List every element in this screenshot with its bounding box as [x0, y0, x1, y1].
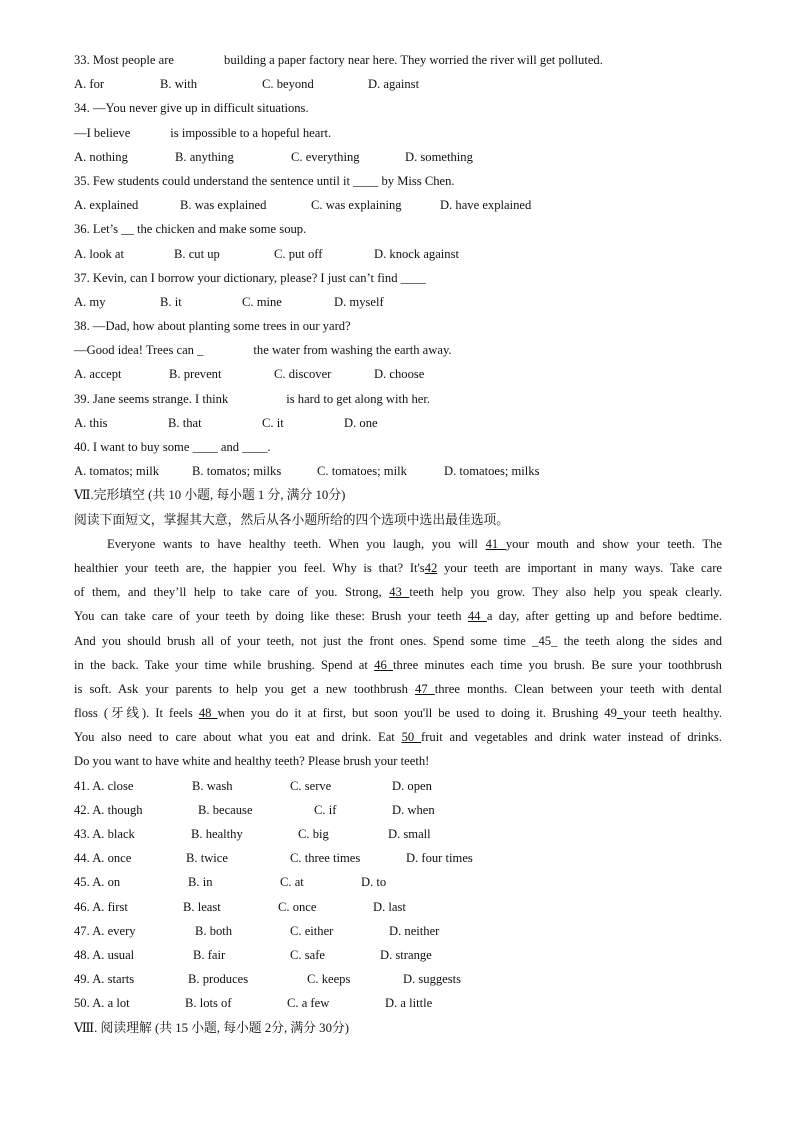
question-stem — [74, 121, 722, 145]
option: D. against — [368, 77, 420, 92]
option: 48. A. usual — [74, 947, 135, 962]
numbered-blank: 43 — [389, 585, 410, 600]
option: C. everything — [291, 149, 360, 164]
stem-text: 33. Most people are — [74, 53, 175, 67]
option: C. at — [280, 875, 304, 890]
option: A. nothing — [74, 149, 128, 164]
option: C. safe — [290, 947, 325, 962]
option: A. explained — [74, 198, 139, 213]
option: B. tomatos; milks — [192, 464, 282, 479]
option: C. serve — [290, 778, 332, 793]
option: D. four times — [406, 851, 473, 866]
option: C. put off — [274, 246, 323, 261]
option: D. knock against — [374, 246, 459, 261]
option: A. this — [74, 415, 108, 430]
passage-line — [74, 677, 722, 701]
option: 45. A. on — [74, 875, 121, 890]
passage-line — [74, 604, 722, 628]
passage-text: You can take care of your teeth by doing like these: Brush your teeth — [74, 609, 468, 624]
option: D. a little — [385, 996, 433, 1011]
option: B. cut up — [174, 246, 220, 261]
option: B. healthy — [191, 827, 243, 841]
option: C. three times — [290, 851, 361, 866]
question-stem: 40. I want to buy some ____ and ____. — [74, 440, 271, 454]
option: A. tomatos; milk — [74, 464, 160, 479]
option: D. myself — [334, 294, 384, 309]
option-row — [74, 895, 722, 919]
question-stem: 37. Kevin, can I borrow your dictionary, please? I just can’t find ____ — [74, 270, 426, 285]
option: D. neither — [389, 923, 440, 938]
option: D. tomatoes; milks — [444, 464, 540, 479]
option: C. big — [298, 827, 329, 841]
option: D. have explained — [440, 198, 532, 213]
option: B. lots of — [185, 996, 232, 1011]
option: C. tomatoes; milk — [317, 464, 407, 479]
option: B. both — [195, 923, 233, 938]
option: B. fair — [193, 947, 226, 962]
passage-text: is soft. Ask your parents to help you get a new toothbrush — [74, 681, 416, 696]
numbered-blank: 41 — [485, 536, 506, 551]
option: C. once — [278, 899, 317, 914]
option: B. wash — [192, 778, 233, 793]
passage-text: floss (牙线). It feels — [74, 706, 199, 721]
option: B. prevent — [169, 367, 222, 382]
question-stem: 35. Few students could understand the sentence until it ____ by Miss Chen. — [74, 173, 455, 188]
numbered-blank: 44 — [467, 609, 487, 624]
option: B. because — [198, 802, 253, 817]
question-stem: 36. Let’s __ the chicken and make some soup. — [74, 222, 307, 237]
option-row — [74, 846, 722, 870]
option: D. small — [388, 827, 431, 841]
numbered-blank: 50 — [401, 730, 422, 745]
option-row — [74, 242, 722, 266]
option-row — [74, 822, 722, 846]
option: C. discover — [274, 367, 332, 382]
option-row — [74, 943, 722, 967]
numbered-blank: 42 — [424, 560, 438, 575]
passage-text: three months. Clean between your teeth with dental — [434, 681, 723, 696]
option: B. was explained — [180, 198, 267, 213]
passage-text: three minutes each time you brush. Be sure your toothbrush — [393, 657, 722, 672]
option: 41. A. close — [74, 778, 134, 793]
passage-text: of them, and they’ll help to take care of you. Strong, — [74, 585, 390, 600]
option: A. accept — [74, 367, 122, 382]
option: C. beyond — [262, 77, 314, 92]
option-row — [74, 72, 722, 96]
option-row — [74, 967, 722, 991]
question-stem — [74, 387, 722, 411]
numbered-blank: 46 — [374, 657, 394, 672]
option-row — [74, 919, 722, 943]
option: C. mine — [242, 294, 282, 309]
passage-line — [74, 701, 722, 725]
option: 50. A. a lot — [74, 996, 130, 1011]
option: C. it — [262, 415, 284, 430]
numbered-blank: 47 — [415, 681, 435, 696]
option: B. least — [183, 899, 221, 914]
option: 42. A. though — [74, 802, 143, 817]
stem-text: is hard to get along with her. — [286, 391, 431, 406]
option-row — [74, 145, 722, 169]
option: B. it — [160, 294, 182, 309]
option: D. when — [392, 802, 435, 817]
passage-text: your teeth are important in many ways. Take care — [437, 560, 722, 575]
option: 47. A. every — [74, 923, 136, 938]
question-stem: 34. —You never give up in difficult situations. — [74, 101, 309, 116]
option: A. my — [74, 294, 106, 309]
option: D. one — [344, 415, 378, 430]
option: C. was explaining — [311, 198, 402, 213]
section-title: Ⅶ.完形填空 (共 10 小题, 每小题 1 分, 满分 10分) — [74, 488, 346, 503]
option-row — [74, 362, 722, 386]
option: B. that — [168, 415, 202, 430]
option: A. for — [74, 77, 105, 92]
worksheet-page — [74, 48, 722, 1040]
question-stem: 38. —Dad, how about planting some trees in our yard? — [74, 319, 351, 334]
option: B. produces — [188, 972, 249, 987]
passage-line — [74, 556, 722, 580]
option: D. open — [392, 778, 432, 793]
passage-text: fruit and vegetables and drink water instead of drinks. — [421, 730, 722, 745]
option: A. look at — [74, 246, 125, 261]
passage-line — [74, 653, 722, 677]
option: D. something — [405, 149, 473, 164]
stem-text: —I believe — [74, 125, 131, 140]
section-title: Ⅷ. 阅读理解 (共 15 小题, 每小题 2分, 满分 30分) — [74, 1020, 350, 1035]
passage-text: your teeth healthy. — [622, 706, 722, 721]
passage-text: healthier your teeth are, the happier you feel. Why is that? It's — [74, 560, 425, 575]
passage-text: in the back. Take your time while brushing. Spend at — [74, 657, 375, 672]
stem-text: building a paper factory near here. They worried the river will get polluted. — [224, 53, 603, 67]
passage-line — [74, 580, 722, 604]
passage-text: your mouth and show your teeth. The — [505, 536, 722, 551]
option: D. to — [361, 875, 387, 890]
option-row — [74, 193, 722, 217]
option-row — [74, 459, 722, 483]
question-stem — [74, 338, 722, 362]
question-stem — [74, 48, 722, 72]
option-row — [74, 290, 722, 314]
passage-text: Everyone wants to have healthy teeth. When you laugh, you will — [107, 536, 486, 551]
option: B. in — [188, 875, 213, 890]
option: B. twice — [186, 851, 228, 866]
stem-text: the water from washing the earth away. — [253, 343, 452, 358]
option: C. a few — [287, 996, 330, 1011]
numbered-blank: 48 — [198, 706, 218, 721]
passage-text: And you should brush all of your teeth, not just the front ones. Spend some time _45_ the teeth along the sides and — [74, 633, 722, 648]
passage-text: teeth help you grow. They also help you speak clearly. — [409, 585, 722, 600]
option: 43. A. black — [74, 827, 135, 841]
stem-text: 39. Jane seems strange. I think — [74, 391, 229, 406]
option: D. strange — [380, 947, 432, 962]
option-row — [74, 798, 722, 822]
stem-text: —Good idea! Trees can _ — [74, 343, 204, 358]
passage-line — [74, 629, 722, 653]
option: C. either — [290, 923, 334, 938]
section-instruction: 阅读下面短文，掌握其大意，然后从各小题所给的四个选项中选出最佳选项。 — [74, 512, 510, 527]
option-row — [74, 991, 722, 1015]
stem-text: is impossible to a hopeful heart. — [170, 125, 332, 140]
passage-text: You also need to care about what you eat and drink. Eat — [74, 730, 402, 745]
passage-line — [74, 725, 722, 749]
passage-line — [74, 749, 722, 773]
option-row — [74, 411, 722, 435]
passage-line — [74, 532, 722, 556]
option: C. if — [314, 802, 337, 817]
option: D. last — [373, 899, 406, 914]
passage-text: a day, after getting up and before bedtime. — [486, 609, 723, 624]
passage-text: when you do it at first, but soon you'll be used to doing it. Brushing 49 — [217, 706, 617, 721]
option: C. keeps — [307, 972, 351, 987]
option: D. choose — [374, 367, 425, 382]
option: B. with — [160, 77, 198, 92]
option: D. suggests — [403, 972, 462, 987]
option-row — [74, 870, 722, 894]
passage — [74, 532, 722, 774]
option: 46. A. first — [74, 899, 128, 914]
option: B. anything — [175, 149, 234, 164]
passage-text: Do you want to have white and healthy teeth? Please brush your teeth! — [74, 754, 430, 769]
option-row — [74, 774, 722, 798]
option: 49. A. starts — [74, 972, 135, 987]
option: 44. A. once — [74, 851, 132, 866]
